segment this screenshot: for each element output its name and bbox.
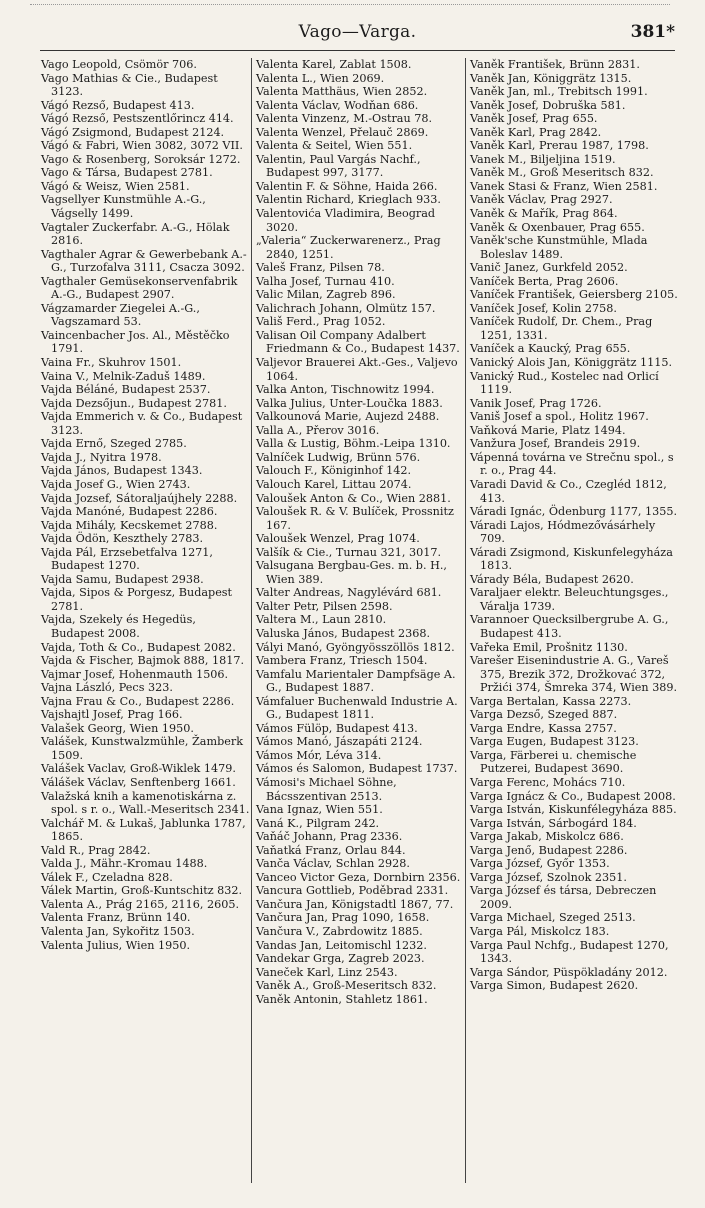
directory-entry: Varga Eugen, Budapest 3123. bbox=[470, 735, 639, 749]
directory-entry: Vámos Manó, Jászapáti 2124. bbox=[256, 735, 423, 749]
directory-entry: Valuska János, Budapest 2368. bbox=[256, 626, 431, 640]
directory-entry: Vámfaluer Buchenwald Industrie A. G., Budapest 1811. bbox=[256, 694, 458, 722]
directory-entry: Vajda János, Budapest 1343. bbox=[41, 464, 203, 478]
directory-entry: Vagthaler Agrar & Gewerbebank A.-G., Turzofalva 3111, Csacza 3092. bbox=[41, 247, 247, 275]
directory-entry: Vajda Manóné, Budapest 2286. bbox=[41, 505, 218, 519]
directory-entry: Valla & Lustig, Böhm.-Leipa 1310. bbox=[256, 437, 451, 451]
directory-entry: Valažská knih a kamenotiskárna z. spol. s r. o., Wall.-Meseritsch 2341. bbox=[41, 789, 250, 817]
column-divider bbox=[465, 58, 466, 1183]
directory-entry: Valenta Franz, Brünn 140. bbox=[41, 911, 191, 925]
directory-entry: Vaníček Rudolf, Dr. Chem., Prag 1251, 1331. bbox=[470, 315, 653, 342]
page-header bbox=[40, 8, 675, 50]
directory-entry: Varga Jakab, Miskolcz 686. bbox=[470, 830, 624, 844]
directory-entry: Varga Simon, Budapest 2620. bbox=[470, 979, 639, 993]
directory-entry: Vajda Jozsef, Sátoraljaújhely 2288. bbox=[41, 491, 238, 505]
header-rule bbox=[40, 50, 675, 51]
directory-entry: Vaňková Marie, Platz 1494. bbox=[470, 423, 626, 437]
directory-entry: Varga Bertalan, Kassa 2273. bbox=[470, 694, 632, 708]
directory-entry: Valenta Julius, Wien 1950. bbox=[41, 938, 191, 952]
directory-entry: Vajna Frau & Co., Budapest 2286. bbox=[41, 694, 235, 708]
directory-entry: Vald R., Prag 2842. bbox=[41, 843, 151, 857]
directory-entry: Vandekar Grga, Zagreb 2023. bbox=[256, 952, 425, 966]
directory-entry: Vaněk & Oxenbauer, Prag 655. bbox=[470, 220, 645, 234]
page-number: 381* bbox=[630, 22, 675, 42]
directory-entry: Vaňáč Johann, Prag 2336. bbox=[256, 830, 403, 844]
directory-entry: Valenta A., Prág 2165, 2116, 2605. bbox=[41, 897, 240, 911]
directory-entry: Vaněk & Mařík, Prag 864. bbox=[470, 207, 618, 221]
directory-entry: Varga József, Szolnok 2351. bbox=[470, 870, 627, 884]
directory-entry: Vaina V., Melnik-Zaduš 1489. bbox=[41, 369, 206, 383]
directory-entry: Vaníček Josef, Kolin 2758. bbox=[470, 301, 617, 315]
directory-entry: Vařeka Emil, Prošnitz 1130. bbox=[470, 640, 628, 654]
directory-entry: Valsugana Bergbau-Ges. m. b. H., Wien 389. bbox=[256, 559, 447, 586]
directory-entry: Valter Petr, Pilsen 2598. bbox=[256, 599, 393, 613]
directory-entry: Valla A., Přerov 3016. bbox=[256, 423, 380, 437]
directory-entry: Vaníček František, Geiersberg 2105. bbox=[470, 288, 678, 302]
directory-entry: Vágó & Fabri, Wien 3082, 3072 VII. bbox=[41, 139, 243, 153]
directory-entry: Vajda, Toth & Co., Budapest 2082. bbox=[41, 640, 236, 654]
directory-entry: Varga Jenő, Budapest 2286. bbox=[470, 843, 628, 857]
directory-entry: Vámos és Salomon, Budapest 1737. bbox=[256, 762, 458, 776]
directory-entry: Valenta Wenzel, Přelauč 2869. bbox=[256, 125, 429, 139]
directory-entry: Vajda Mihály, Kecskemet 2788. bbox=[41, 518, 218, 532]
directory-entry: Vajda Pál, Erzsebetfalva 1271, Budapest 1270. bbox=[41, 545, 213, 573]
directory-entry: Varga Ignácz & Co., Budapest 2008. bbox=[470, 789, 676, 803]
directory-entry: Vaněk Václav, Prag 2927. bbox=[470, 193, 613, 207]
column-right bbox=[470, 58, 680, 993]
directory-entry: Valha Josef, Turnau 410. bbox=[256, 274, 395, 288]
directory-entry: Valic Milan, Zagreb 896. bbox=[256, 288, 396, 302]
top-dotted-rule bbox=[30, 4, 670, 6]
directory-entry: Váradi Zsigmond, Kiskunfelegyháza 1813. bbox=[470, 545, 673, 573]
directory-entry: Valkounová Marie, Aujezd 2488. bbox=[256, 410, 440, 424]
directory-entry: Vanický Rud., Kostelec nad Orlicí 1119. bbox=[470, 369, 659, 397]
directory-entry: Vagsellyer Kunstmühle A.-G., Vágselly 1499. bbox=[41, 193, 206, 221]
directory-entry: Varga Ferenc, Mohács 710. bbox=[470, 775, 626, 789]
directory-entry: Valášek Vaclav, Groß-Wiklek 1479. bbox=[41, 762, 236, 776]
directory-entry: Vaňatká Franz, Orlau 844. bbox=[256, 843, 406, 857]
directory-entry: Vanča Václav, Schlan 2928. bbox=[256, 857, 410, 871]
directory-entry: Vajda Dezsőjun., Budapest 2781. bbox=[41, 396, 227, 410]
directory-entry: Váradi Lajos, Hódmezővásárhely 709. bbox=[470, 518, 656, 546]
directory-entry: Valeš Franz, Pilsen 78. bbox=[256, 261, 385, 275]
directory-entry: Valda J., Mähr.-Kromau 1488. bbox=[41, 857, 208, 871]
directory-entry: Vágzamarder Ziegelei A.-G., Vagszamard 53. bbox=[41, 301, 200, 329]
directory-entry: Varga Dezső, Szeged 887. bbox=[470, 708, 618, 722]
directory-entry: Valníček Ludwig, Brünn 576. bbox=[256, 450, 421, 464]
directory-entry: Váradi Ignác, Ödenburg 1177, 1355. bbox=[470, 505, 678, 519]
directory-entry: Valentovića Vladimira, Beograd 3020. bbox=[256, 207, 436, 234]
directory-entry: Vágó Rezső, Pestszentlőrincz 414. bbox=[41, 112, 234, 126]
directory-entry: Vančura Jan, Prag 1090, 1658. bbox=[256, 911, 430, 925]
directory-entry: Vanik Josef, Prag 1726. bbox=[470, 396, 602, 410]
directory-entry: Vaněk M., Groß Meseritsch 832. bbox=[470, 166, 654, 180]
directory-entry: Vajmar Josef, Hohenmauth 1506. bbox=[41, 667, 229, 681]
directory-entry: Valouch F., Königinhof 142. bbox=[256, 464, 412, 478]
directory-entry: Vajda & Fischer, Bajmok 888, 1817. bbox=[41, 654, 245, 668]
directory-entry: Valášek, Kunstwalzmühle, Žamberk 1509. bbox=[41, 735, 243, 762]
directory-entry: Vago Leopold, Csömör 706. bbox=[41, 58, 197, 71]
directory-entry: Vajda Béláné, Budapest 2537. bbox=[41, 383, 211, 397]
directory-entry: Vago Mathias & Cie., Budapest 3123. bbox=[41, 71, 218, 99]
directory-entry: Valoušek Wenzel, Prag 1074. bbox=[256, 532, 420, 546]
directory-entry: Varga Sándor, Püspökladány 2012. bbox=[470, 965, 668, 979]
directory-entry: Vajda Emmerich v. & Co., Budapest 3123. bbox=[41, 410, 243, 437]
directory-entry: Vagthaler Gemüsekonservenfabrik A.-G., Budapest 2907. bbox=[41, 274, 238, 302]
directory-entry: Vaněk Karl, Prag 2842. bbox=[470, 125, 602, 139]
directory-entry: Valenta Václav, Wodňan 686. bbox=[256, 98, 419, 112]
directory-entry: Vágó & Weisz, Wien 2581. bbox=[41, 179, 190, 193]
directory-entry: Vaneček Karl, Linz 2543. bbox=[256, 965, 398, 979]
directory-entry: Valka Anton, Tischnowitz 1994. bbox=[256, 383, 435, 397]
directory-entry: Varga József, Győr 1353. bbox=[470, 857, 610, 871]
running-title: Vago—Varga. bbox=[298, 22, 417, 42]
directory-entry: Vámos Mór, Léva 314. bbox=[256, 748, 382, 762]
directory-entry: Vanický Alois Jan, Königgrätz 1115. bbox=[470, 356, 673, 370]
directory-entry: Valtera M., Laun 2810. bbox=[256, 613, 387, 627]
directory-entry: Vágó Rezső, Budapest 413. bbox=[41, 98, 195, 112]
directory-entry: Várady Béla, Budapest 2620. bbox=[470, 572, 634, 586]
directory-entry: Valenta Matthäus, Wien 2852. bbox=[256, 85, 428, 99]
directory-entry: Varga István, Kiskunfélegyháza 885. bbox=[470, 803, 677, 817]
directory-entry: Vamfalu Marientaler Dampfsäge A. G., Budapest 1887. bbox=[256, 667, 456, 695]
directory-entry: Vaina Fr., Skuhrov 1501. bbox=[41, 356, 182, 370]
directory-entry: Vandas Jan, Leitomischl 1232. bbox=[256, 938, 427, 952]
directory-entry: Vaincenbacher Jos. Al., Městěčko 1791. bbox=[41, 328, 230, 356]
directory-entry: Vámosi's Michael Söhne, Bácsszentivan 2513. bbox=[256, 775, 397, 803]
column-left bbox=[41, 58, 251, 952]
directory-entry: „Valeria“ Zuckerwarenerz., Prag 2840, 1251. bbox=[256, 234, 441, 261]
directory-entry: Vályi Manó, Gyöngyösszöllös 1812. bbox=[256, 640, 455, 654]
directory-entry: Vančura Jan, Königstadtl 1867, 77. bbox=[256, 897, 454, 911]
directory-entry: Vana Ignaz, Wien 551. bbox=[256, 803, 383, 817]
directory-entry: Vanek M., Biljeljina 1519. bbox=[470, 152, 616, 166]
directory-entry: Válek Martin, Groß-Kuntschitz 832. bbox=[41, 884, 243, 898]
directory-entry: Vaníček Berta, Prag 2606. bbox=[470, 274, 619, 288]
directory-entry: Vámos Fülöp, Budapest 413. bbox=[256, 721, 418, 735]
directory-entry: Valouch Karel, Littau 2074. bbox=[256, 477, 412, 491]
directory-entry: Vajda Josef G., Wien 2743. bbox=[41, 477, 191, 491]
directory-entry: Vaněk Jan, ml., Trebitsch 1991. bbox=[470, 85, 648, 99]
directory-entry: Vanič Janez, Gurkfeld 2052. bbox=[470, 261, 628, 275]
directory-entry: Valchář M. & Lukaš, Jablunka 1787, 1865. bbox=[41, 816, 246, 844]
directory-entry: Vajda Ernő, Szeged 2785. bbox=[41, 437, 187, 451]
directory-entry: Valentin F. & Söhne, Haida 266. bbox=[256, 179, 438, 193]
directory-entry: Vaněk'sche Kunstmühle, Mlada Boleslav 1489. bbox=[470, 234, 648, 261]
directory-entry: Vajda J., Nyitra 1978. bbox=[41, 450, 162, 464]
directory-entry: Vaněk František, Brünn 2831. bbox=[470, 58, 640, 71]
directory-entry: Vaníček a Kaucký, Prag 655. bbox=[470, 342, 631, 356]
directory-entry: Vanžura Josef, Brandeis 2919. bbox=[470, 437, 641, 451]
directory-entry: Varešer Eisenindustrie A. G., Vareš 375, Brezik 372, Drožkovać 372, Pržići 374, Šmreka 374, Wien 389. bbox=[470, 654, 678, 695]
directory-entry: Valenta & Seitel, Wien 551. bbox=[256, 139, 413, 153]
directory-entry: Valka Julius, Unter-Loučka 1883. bbox=[256, 396, 443, 410]
directory-entry: Vaněk Josef, Dobruška 581. bbox=[470, 98, 626, 112]
directory-entry: Válek F., Czeladna 828. bbox=[41, 870, 173, 884]
directory-entry: Valenta L., Wien 2069. bbox=[256, 71, 385, 85]
directory-entry: Varga, Färberei u. chemische Putzerei, Budapest 3690. bbox=[470, 748, 637, 776]
directory-entry: Varannoer Quecksilbergrube A. G., Budapest 413. bbox=[470, 613, 669, 640]
directory-entry: Varadi David & Co., Czegléd 1812, 413. bbox=[470, 477, 667, 505]
directory-entry: Varga Endre, Kassa 2757. bbox=[470, 721, 617, 735]
directory-entry: Vaniš Josef a spol., Holitz 1967. bbox=[470, 410, 649, 424]
directory-entry: Valisan Oil Company Adalbert Friedmann & Co., Budapest 1437. bbox=[256, 328, 460, 356]
directory-entry: Varga Pál, Miskolcz 183. bbox=[470, 925, 610, 938]
directory-entry: Varaljaer elektr. Beleuchtungsges., Váralja 1739. bbox=[470, 586, 669, 613]
directory-entry: Válášek Václav, Senftenberg 1661. bbox=[41, 775, 236, 789]
directory-entry: Vago & Társa, Budapest 2781. bbox=[41, 166, 213, 180]
directory-entry: Vajda Ödön, Keszthely 2783. bbox=[41, 532, 204, 546]
directory-entry: Vancura Gottlieb, Poděbrad 2331. bbox=[256, 884, 449, 898]
directory-entry: Vajshajtl Josef, Prag 166. bbox=[41, 708, 183, 722]
directory-entry: Vaněk Karl, Prerau 1987, 1798. bbox=[470, 139, 649, 153]
directory-entry: Vaněk A., Groß-Meseritsch 832. bbox=[256, 979, 437, 993]
directory-entry: Varga Paul Nchfg., Budapest 1270, 1343. bbox=[470, 938, 669, 966]
directory-entry: Vališ Ferd., Prag 1052. bbox=[256, 315, 386, 329]
directory-entry: Vajna László, Pecs 323. bbox=[41, 681, 173, 695]
directory-entry: Vago & Rosenberg, Soroksár 1272. bbox=[41, 152, 241, 166]
directory-entry: Valoušek R. & V. Bulíček, Prossnitz 167. bbox=[256, 505, 454, 532]
directory-entry: Vaněk Antonin, Stahletz 1861. bbox=[256, 992, 428, 1006]
directory-entry: Vančura V., Zabrdowitz 1885. bbox=[256, 925, 423, 938]
directory-entry: Vajda, Szekely és Hegedüs, Budapest 2008. bbox=[41, 613, 196, 640]
directory-entry: Valenta Vinzenz, M.-Ostrau 78. bbox=[256, 112, 433, 126]
directory-entry: Vaná K., Pilgram 242. bbox=[256, 816, 380, 830]
directory-entry: Vajda Samu, Budapest 2938. bbox=[41, 572, 204, 586]
directory-entry: Valašek Georg, Wien 1950. bbox=[41, 721, 194, 735]
directory-entry: Valter Andreas, Nagylévárd 681. bbox=[256, 586, 442, 600]
directory-entry: Varga József és társa, Debreczen 2009. bbox=[470, 884, 657, 911]
directory-entry: Valenta Karel, Zablat 1508. bbox=[256, 58, 412, 71]
directory-entry: Valentin Richard, Krieglach 933. bbox=[256, 193, 441, 207]
directory-entry: Valichrach Johann, Olmütz 157. bbox=[256, 301, 436, 315]
directory-entry: Valjevor Brauerei Akt.-Ges., Valjevo 1064. bbox=[256, 356, 458, 383]
column-middle bbox=[256, 58, 464, 1006]
directory-entry: Vápenná továrna ve Strečnu spol., s r. o., Prag 44. bbox=[470, 450, 674, 478]
directory-entry: Vanceo Victor Geza, Dornbirn 2356. bbox=[256, 870, 461, 884]
directory-entry: Vágó Zsigmond, Budapest 2124. bbox=[41, 125, 225, 139]
directory-entry: Varga István, Sárbogárd 184. bbox=[470, 816, 637, 830]
directory-entry: Valšík & Cie., Turnau 321, 3017. bbox=[256, 545, 442, 559]
directory-entry: Valentin, Paul Vargás Nachf., Budapest 997, 3177. bbox=[256, 152, 421, 180]
directory-entry: Vaněk Jan, Königgrätz 1315. bbox=[470, 71, 632, 85]
directory-entry: Valenta Jan, Sykořitz 1503. bbox=[41, 925, 195, 938]
directory-entry: Varga Michael, Szeged 2513. bbox=[470, 911, 636, 925]
directory-entry: Vaněk Josef, Prag 655. bbox=[470, 112, 598, 126]
directory-entry: Vagtaler Zuckerfabr. A.-G., Hölak 2816. bbox=[41, 220, 230, 248]
directory-entry: Vanek Stasi & Franz, Wien 2581. bbox=[470, 179, 658, 193]
directory-entry: Vambera Franz, Triesch 1504. bbox=[256, 654, 428, 668]
column-divider bbox=[251, 58, 252, 1183]
directory-entry: Vajda, Sipos & Porgesz, Budapest 2781. bbox=[41, 586, 233, 613]
directory-entry: Valoušek Anton & Co., Wien 2881. bbox=[256, 491, 451, 505]
